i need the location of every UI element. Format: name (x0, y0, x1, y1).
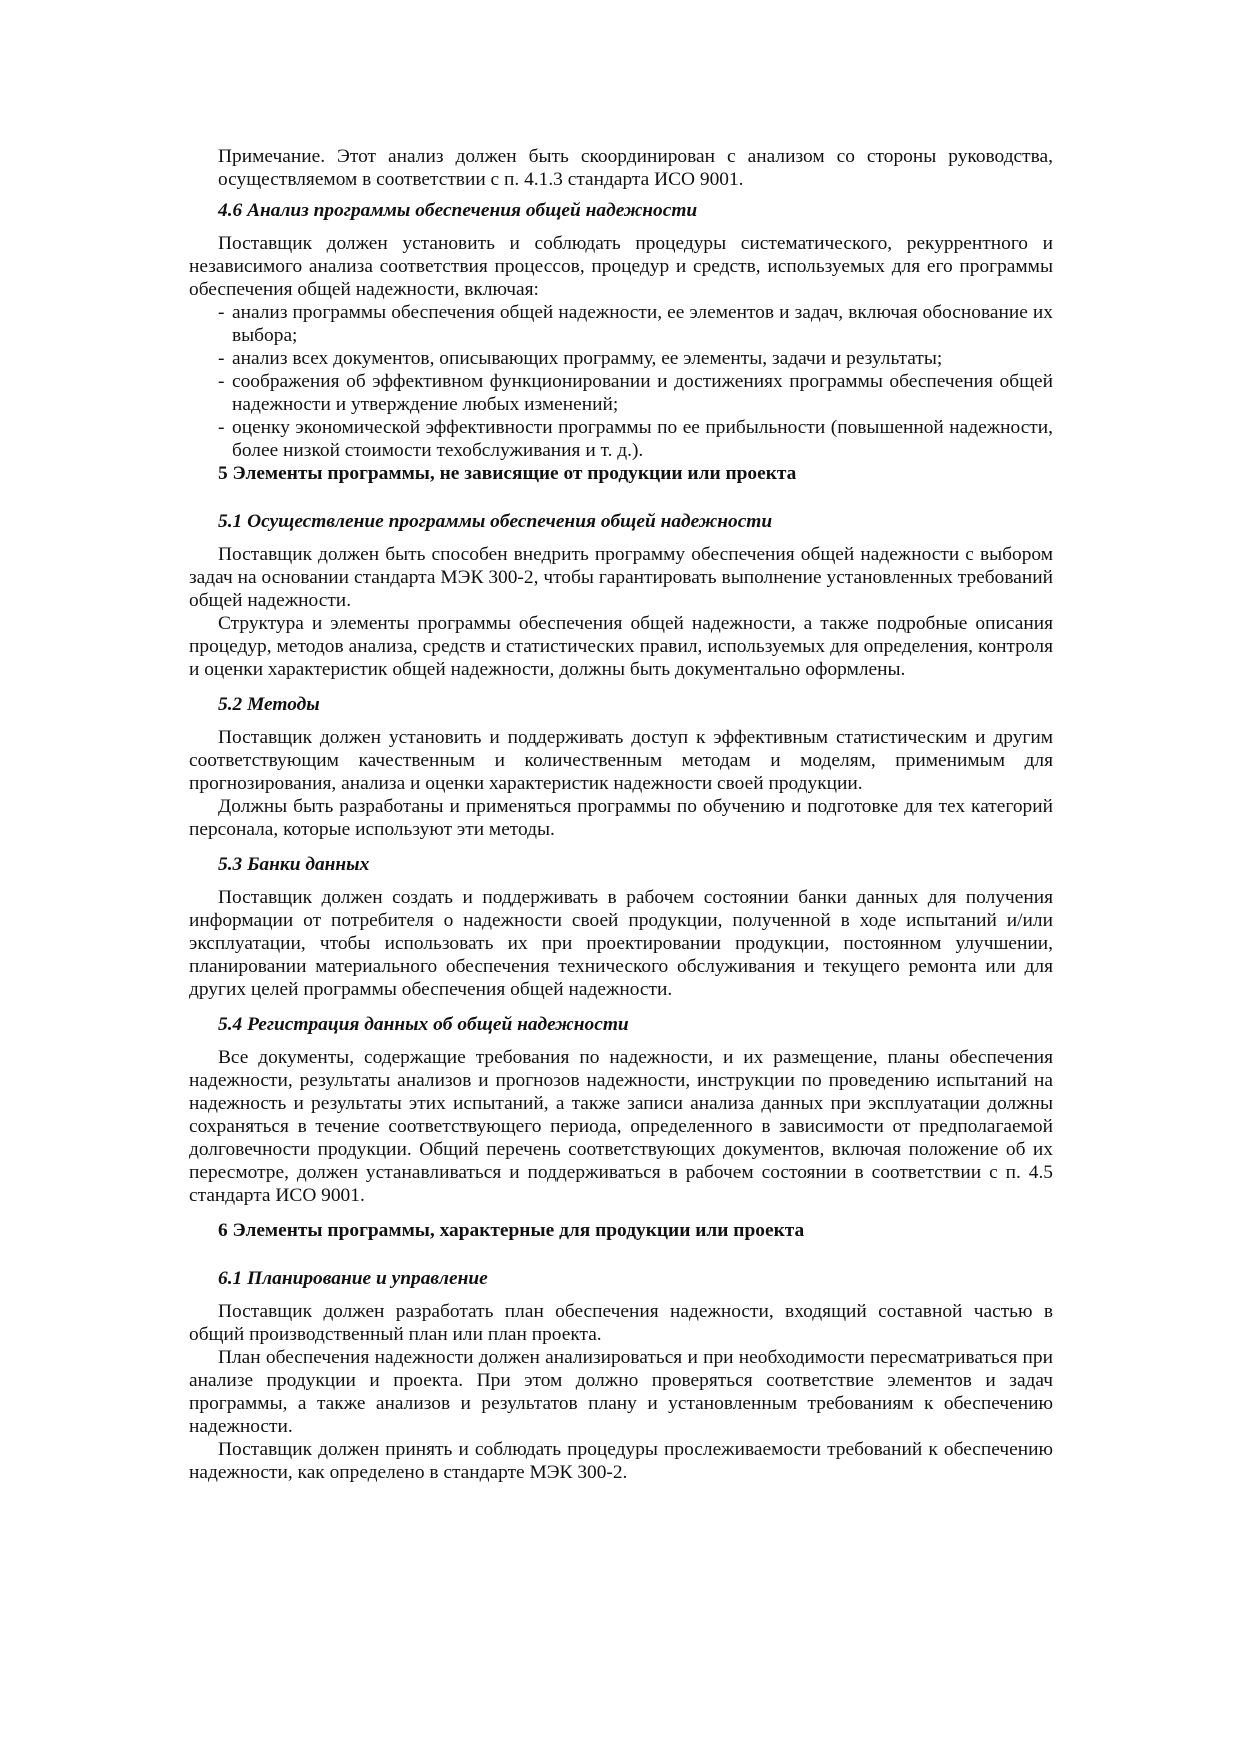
section-5-1-heading: 5.1 Осуществление программы обеспечения общей надежности (218, 511, 773, 532)
section-6-1-heading: 6.1 Планирование и управление (218, 1268, 488, 1289)
list-item-text: соображения об эффективном функционировании и достижениях программы обеспечения общей надежности и утверждение любых изменений; (232, 371, 1053, 415)
list-item-text: оценку экономической эффективности программы по ее прибыльности (повышенной надежности, более низкой стоимости техобслуживания и т. д.). (232, 417, 1053, 461)
list-item-text: анализ всех документов, описывающих программу, ее элементы, задачи и результаты; (232, 348, 943, 369)
section-5-1-paragraph-2: Структура и элементы программы обеспечения общей надежности, а также подробные описания процедур, методов анализа, средств и статистических правил, используемых для определения, контроля и оценки характеристик общей надежности, должны быть документально оформлены. (189, 613, 1053, 680)
note-paragraph: Примечание. Этот анализ должен быть скоординирован с анализом со стороны руководства, осуществляемом в соответствии с п. 4.1.3 стандарта ИСО 9001. (218, 146, 1053, 190)
list-item (218, 347, 1053, 370)
section-5-4-paragraph: Все документы, содержащие требования по надежности, и их размещение, планы обеспечения надежности, результаты анализов и прогнозов надежности, инструкции по проведению испытаний на надежность и результаты этих испытаний, а также записи анализа данных при эксплуатации должны сохраняться в течение соответствующего периода, определенного в зависимости от предполагаемой долговечности продукции. Общий перечень соответствующих документов, включая положение об их пересмотре, должен устанавливаться и поддерживаться в рабочем состоянии в соответствии с п. 4.5 стандарта ИСО 9001. (189, 1047, 1053, 1206)
dash-marker: - (218, 302, 225, 323)
section-5-heading: 5 Элементы программы, не зависящие от продукции или проекта (218, 463, 797, 484)
dash-marker: - (218, 417, 225, 438)
list-item (218, 370, 1053, 416)
section-4-6-paragraph: Поставщик должен установить и соблюдать процедуры систематического, рекуррентного и независимого анализа соответствия процессов, процедур и средств, используемых для его программы обеспечения общей надежности, включая: (189, 233, 1053, 300)
section-5-1-paragraph-1: Поставщик должен быть способен внедрить программу обеспечения общей надежности с выбором задач на основании стандарта МЭК 300-2, чтобы гарантировать выполнение установленных требований общей надежности. (189, 544, 1053, 611)
section-6-1-paragraph-3: Поставщик должен принять и соблюдать процедуры прослеживаемости требований к обеспечению надежности, как определено в стандарте МЭК 300-2. (189, 1439, 1053, 1483)
section-5-2-paragraph-2: Должны быть разработаны и применяться программы по обучению и подготовке для тех категорий персонала, которые используют эти методы. (189, 796, 1053, 840)
section-5-4-heading: 5.4 Регистрация данных об общей надежности (218, 1014, 629, 1035)
section-4-6-heading: 4.6 Анализ программы обеспечения общей надежности (218, 200, 698, 221)
list-item (218, 416, 1053, 462)
section-5-2-heading: 5.2 Методы (218, 694, 320, 715)
list-item (218, 301, 1053, 347)
list-item-text: анализ программы обеспечения общей надежности, ее элементов и задач, включая обоснование их выбора; (232, 302, 1053, 346)
section-6-1-paragraph-1: Поставщик должен разработать план обеспечения надежности, входящий составной частью в общий производственный план или план проекта. (189, 1301, 1053, 1345)
section-5-3-heading: 5.3 Банки данных (218, 854, 370, 875)
dash-marker: - (218, 371, 225, 392)
document-page (189, 145, 1053, 1484)
section-4-6-list (189, 301, 1053, 462)
section-6-heading: 6 Элементы программы, характерные для продукции или проекта (218, 1220, 805, 1241)
dash-marker: - (218, 348, 225, 369)
section-5-3-paragraph: Поставщик должен создать и поддерживать в рабочем состоянии банки данных для получения информации от потребителя о надежности своей продукции, полученной в ходе испытаний и/или эксплуатации, чтобы использовать их при проектировании продукции, постоянном улучшении, планировании материального обеспечения технического обслуживания и текущего ремонта или для других целей программы обеспечения общей надежности. (189, 887, 1053, 1000)
section-5-2-paragraph-1: Поставщик должен установить и поддерживать доступ к эффективным статистическим и другим соответствующим качественным и количественным методам и моделям, применимым для прогнозирования, анализа и оценки характеристик надежности своей продукции. (189, 727, 1053, 794)
section-6-1-paragraph-2: План обеспечения надежности должен анализироваться и при необходимости пересматриваться при анализе продукции и проекта. При этом должно проверяться соответствие элементов и задач программы, а также анализов и результатов плану и установленным требованиям к обеспечению надежности. (189, 1347, 1053, 1437)
